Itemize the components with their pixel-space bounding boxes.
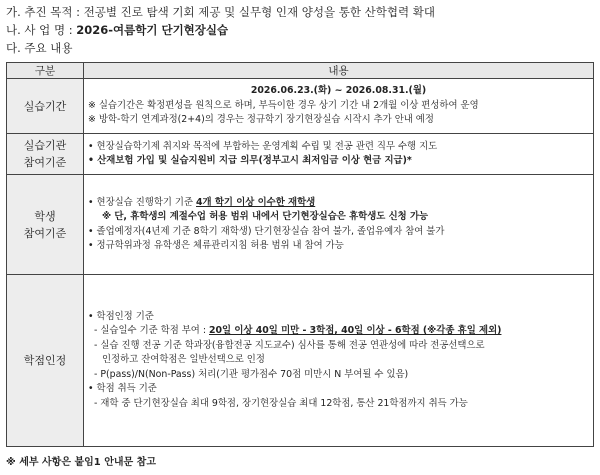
main-contents-heading: 다. 주요 내용 bbox=[6, 41, 73, 55]
project-name-prefix: 나. 사 업 명 : bbox=[6, 23, 77, 37]
label-institution-line2: 참여기준 bbox=[23, 156, 67, 169]
student-criterion-1-prefix: • 현장실습 진행학기 기준 bbox=[88, 196, 197, 208]
credit-major-rule: - 실습 진행 전공 기준 학과장(융합전공 지도교수) 심사를 통해 전공 연관성에 따라 전공선택으로 bbox=[94, 339, 485, 351]
credit-pass-rule: - P(pass)/N(Non-Pass) 처리(기관 평가점수 70점 미만시 N 부여될 수 있음) bbox=[94, 368, 409, 380]
program-table bbox=[6, 62, 594, 447]
content-credit bbox=[84, 275, 594, 447]
content-period bbox=[84, 79, 594, 134]
label-institution-line1: 실습기관 bbox=[23, 139, 67, 152]
content-student bbox=[84, 175, 594, 275]
institution-criterion-2: • 산재보험 가입 및 실습지원비 지급 의무(정부고시 최저임금 이상 현금 지급)* bbox=[88, 155, 412, 166]
student-criterion-2: • 졸업예정자(4년제 기준 8학기 재학생) 단기현장실습 참여 불가, 졸업유예자 참여 불가 bbox=[88, 225, 445, 237]
credit-standard-heading: • 학점인정 기준 bbox=[88, 310, 154, 322]
footer-note: ※ 세부 사항은 붙임1 안내문 참고 bbox=[6, 457, 157, 468]
row-student bbox=[7, 175, 594, 275]
table-header-row bbox=[7, 63, 594, 79]
header-content: 내용 bbox=[84, 63, 594, 79]
credit-acquire-heading: • 학점 취득 기준 bbox=[88, 383, 157, 395]
student-criterion-3: • 정규학위과정 유학생은 체류관리지침 허용 범위 내 참여 가능 bbox=[88, 240, 344, 251]
row-period bbox=[7, 79, 594, 134]
student-note-leave: ※ 단, 휴학생의 계절수업 허용 범위 내에서 단기현장실습은 휴학생도 신청 가능 bbox=[102, 211, 429, 222]
period-dates: 2026.06.23.(화) ~ 2026.08.31.(월) bbox=[250, 85, 427, 97]
label-institution bbox=[7, 134, 84, 175]
period-note-1: ※ 실습기간은 확정편성을 원칙으로 하며, 부득이한 경우 상기 기간 내 2개월 이상 편성하여 운영 bbox=[88, 99, 479, 111]
purpose-line: 가. 추진 목적 : 전공별 진로 탐색 기회 제공 및 실무형 인재 양성을 통한 산학협력 확대 bbox=[6, 5, 435, 19]
institution-criterion-1: • 현장실습학기제 취지와 목적에 부합하는 운영계획 수립 및 전공 관련 직무 수행 지도 bbox=[88, 140, 438, 152]
credit-days-rule bbox=[88, 324, 589, 339]
project-name-title: 2026-여름학기 단기현장실습 bbox=[76, 23, 229, 37]
student-criterion-1 bbox=[88, 196, 589, 211]
row-institution bbox=[7, 134, 594, 175]
label-credit: 학점인정 bbox=[7, 275, 84, 447]
label-period: 실습기간 bbox=[7, 79, 84, 134]
credit-major-rule-cont: 인정하고 잔여학점은 일반선택으로 인정 bbox=[102, 354, 265, 366]
credit-days-detail: 20일 이상 40일 미만 - 3학점, 40일 이상 - 6학점 (※각종 휴일 제외) bbox=[209, 325, 502, 337]
period-note-2: ※ 방학-학기 연계과정(2+4)의 경우는 정규학기 장기현장실습 시작시 추가 안내 예정 bbox=[88, 114, 434, 126]
credit-acquire-rule: - 재학 중 단기현장실습 최대 9학점, 장기현장실습 최대 12학점, 통산 21학점까지 취득 가능 bbox=[94, 397, 468, 409]
header-category: 구분 bbox=[7, 63, 84, 79]
label-student-line1: 학생 bbox=[34, 209, 56, 223]
content-institution bbox=[84, 134, 594, 175]
credit-days-prefix: - 실습일수 기준 학점 부여 : bbox=[94, 325, 209, 337]
label-student-line2: 참여기준 bbox=[23, 226, 67, 240]
student-criterion-1-emphasis: 4개 학기 이상 이수한 재학생 bbox=[196, 196, 316, 208]
intro-section bbox=[6, 3, 596, 57]
row-credit bbox=[7, 275, 594, 447]
label-student bbox=[7, 175, 84, 275]
project-name-line bbox=[6, 21, 596, 39]
